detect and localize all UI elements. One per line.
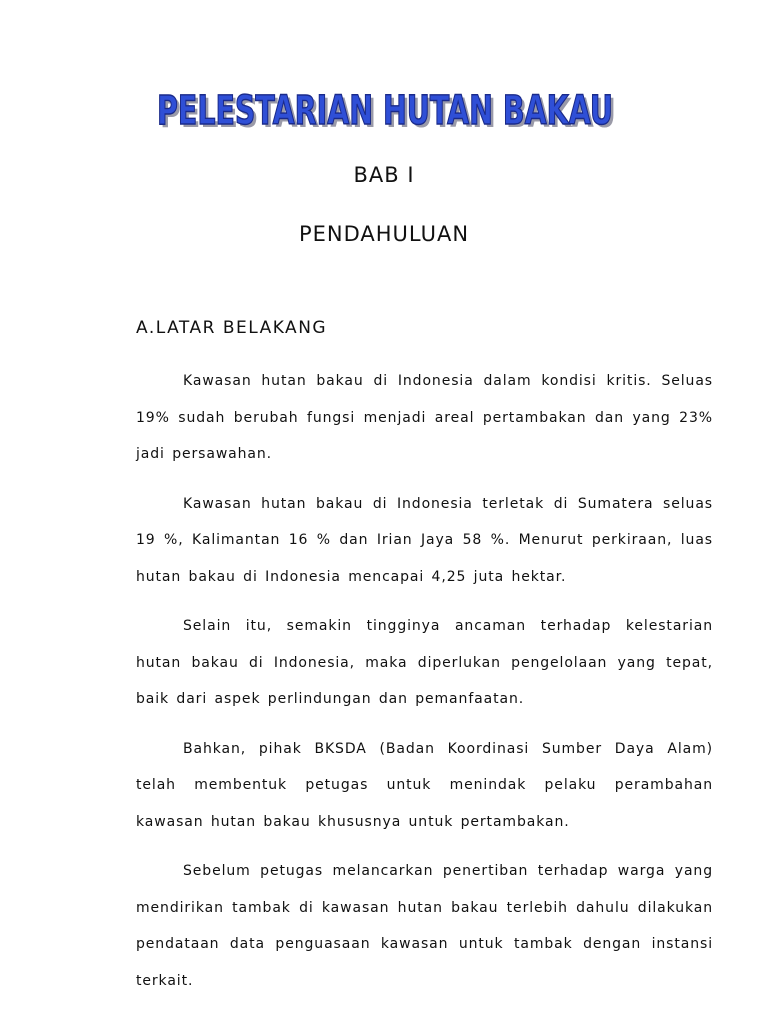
paragraph: Kawasan hutan bakau di Indonesia dalam kondisi kritis. Seluas 19% sudah berubah fungsi menjadi areal pertambakan dan yang 23% jadi persawahan.	[136, 373, 713, 462]
paragraph: Selain itu, semakin tingginya ancaman terhadap kelestarian hutan bakau di Indonesia, maka diperlukan pengelolaan yang tepat, baik dari aspek perlindungan dan pemanfaatan.	[136, 618, 713, 707]
body-text	[136, 363, 713, 1012]
paragraph: Bahkan, pihak BKSDA (Badan Koordinasi Sumber Daya Alam) telah membentuk petugas untuk menindak pelaku perambahan kawasan hutan bakau khususnya untuk pertambakan.	[136, 740, 713, 830]
paragraph: Kawasan hutan bakau di Indonesia terletak di Sumatera seluas 19 %, Kalimantan 16 % dan Irian Jaya 58 %. Menurut perkiraan, luas hutan bakau di Indonesia mencapai 4,25 juta hektar.	[136, 495, 713, 585]
section-heading: A.LATAR BELAKANG	[136, 318, 328, 338]
document-title-shadow: PELESTARIAN HUTAN BAKAU	[160, 91, 616, 137]
paragraph: Sebelum petugas melancarkan penertiban terhadap warga yang mendirikan tambak di kawasan hutan bakau terlebih dahulu dilakukan pendataan data penguasaan kawasan untuk tambak dengan instansi terkait.	[136, 863, 713, 989]
chapter-number: BAB I	[353, 163, 415, 187]
document-title: PELESTARIAN HUTAN BAKAU	[157, 88, 613, 134]
document-title-wordart	[150, 80, 620, 142]
chapter-title: PENDAHULUAN	[298, 222, 470, 246]
